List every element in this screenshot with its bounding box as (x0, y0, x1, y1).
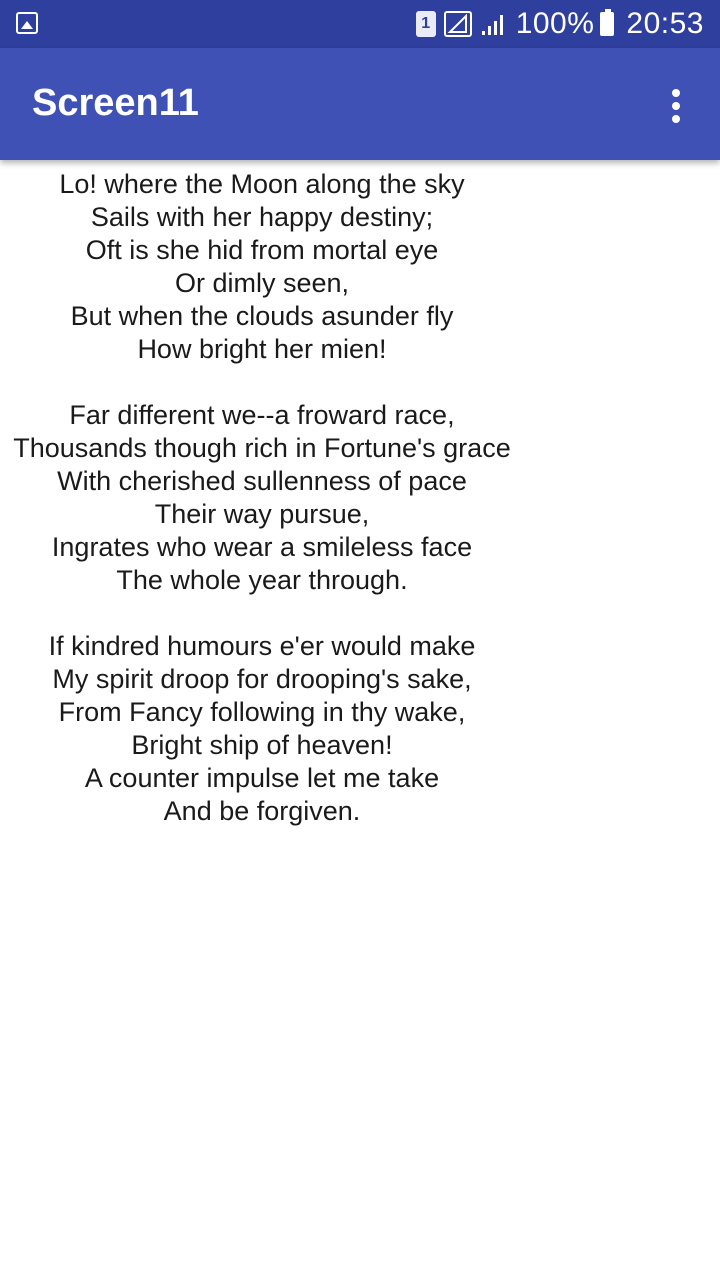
page-title: Screen11 (32, 82, 199, 124)
poem-line: How bright her mien! (137, 334, 387, 364)
poem-line: Ingrates who wear a smileless face (51, 532, 473, 562)
poem-text (0, 168, 524, 828)
battery-percent: 100% (515, 7, 595, 40)
more-vert-icon[interactable] (652, 78, 700, 134)
app-bar (0, 48, 720, 160)
poem-line: If kindred humours e'er would make (48, 631, 476, 661)
clock: 20:53 (626, 7, 704, 40)
poem-line: With cherished sullenness of pace (57, 466, 467, 496)
poem-blank-line (0, 366, 524, 399)
poem-line: But when the clouds asunder fly (70, 301, 454, 331)
poem-line: Bright ship of heaven! (131, 730, 393, 760)
poem-line: The whole year through. (116, 565, 408, 595)
status-left (16, 12, 38, 39)
battery-icon (600, 12, 614, 36)
poem-line: From Fancy following in thy wake, (58, 697, 466, 727)
overflow-dot (672, 115, 680, 123)
sim-icon: 1 (416, 11, 436, 37)
poem-line: My spirit droop for drooping's sake, (52, 664, 472, 694)
status-bar (0, 0, 720, 48)
poem-line: Oft is she hid from mortal eye (85, 235, 439, 265)
gallery-icon (16, 12, 38, 34)
poem-line: Or dimly seen, (174, 268, 350, 298)
poem-line: Sails with her happy destiny; (90, 202, 434, 232)
poem-line: Thousands though rich in Fortune's grace (13, 433, 511, 463)
overflow-dot (672, 89, 680, 97)
poem-line: Their way pursue, (154, 499, 370, 529)
poem-line: Far different we--a froward race, (69, 400, 455, 430)
overflow-dot (672, 102, 680, 110)
poem-line: And be forgiven. (163, 796, 361, 826)
poem-line: A counter impulse let me take (84, 763, 440, 793)
signal-icon (444, 11, 472, 37)
poem-blank-line (0, 597, 524, 630)
cell-signal-icon (480, 11, 508, 37)
status-right (416, 0, 704, 48)
poem-line: Lo! where the Moon along the sky (59, 169, 465, 199)
